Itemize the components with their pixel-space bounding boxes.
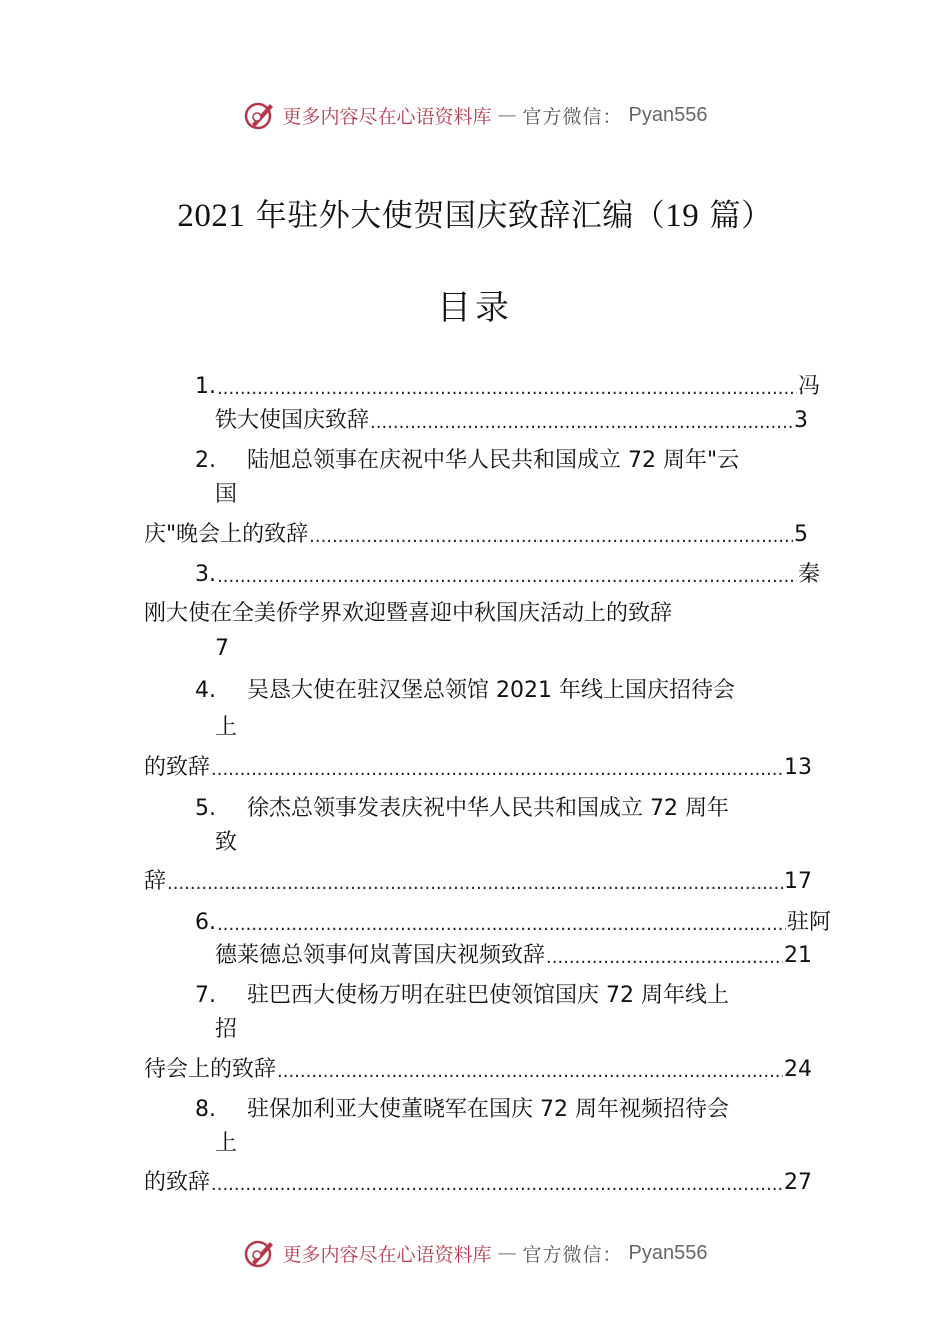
- toc-entry-6-line-2[interactable]: [215, 941, 812, 971]
- brand-logo-icon: [243, 1236, 277, 1270]
- dot-leader: [217, 376, 797, 402]
- toc-entry-text: 冯: [797, 374, 820, 399]
- title-year: 2021: [177, 198, 246, 234]
- toc-entry-7-line-1[interactable]: [195, 981, 835, 1011]
- toc-page-number: 13: [784, 755, 812, 780]
- toc-page-number: 27: [784, 1170, 812, 1195]
- toc-entry-1-line-1[interactable]: [195, 372, 820, 402]
- banner-text: 更多内容尽在心语资料库: [282, 105, 492, 128]
- dot-leader: [211, 1172, 783, 1198]
- banner-official-label: 官方微信：: [522, 105, 623, 128]
- brand-logo-icon: [243, 98, 277, 132]
- toc-entry-number: 3.: [195, 562, 216, 587]
- toc-entry-3-line-2[interactable]: [144, 599, 784, 629]
- title-end: 篇）: [699, 198, 773, 234]
- banner-wechat-id: Pyan556: [628, 103, 708, 126]
- toc-entry-text: 秦: [797, 562, 820, 587]
- banner-official-label: 官方微信：: [522, 1243, 623, 1266]
- dot-leader: [167, 871, 783, 897]
- toc-page-number: 5: [794, 522, 808, 547]
- title-count: 19: [665, 198, 700, 234]
- toc-entry-text: 徐杰总领事发表庆祝中华人民共和国成立 72 周年: [247, 796, 729, 821]
- title-main: 年驻外大使贺国庆致辞汇编（: [245, 198, 666, 234]
- banner-wechat-id: Pyan556: [628, 1241, 708, 1264]
- toc-entry-number: 1.: [195, 374, 216, 399]
- toc-entry-text: 致: [215, 830, 238, 855]
- toc-page-number: 3: [794, 408, 808, 433]
- toc-entry-number: 5.: [195, 796, 216, 821]
- toc-entry-text: 驻保加利亚大使董晓军在国庆 72 周年视频招待会: [247, 1097, 729, 1122]
- toc-entry-4-line-3[interactable]: [144, 753, 812, 783]
- dot-leader: [546, 945, 783, 971]
- toc-entry-3-line-1[interactable]: [195, 560, 820, 590]
- toc-entry-text: 陆旭总领事在庆祝中华人民共和国成立 72 周年"云: [247, 448, 740, 473]
- toc-entry-1-line-2[interactable]: [215, 406, 808, 436]
- document-title: [0, 190, 950, 235]
- dot-leader: [217, 912, 786, 938]
- toc-entry-number: 4.: [195, 678, 216, 703]
- toc-entry-text: 庆"晚会上的致辞: [144, 522, 309, 547]
- toc-entry-5-line-3[interactable]: [144, 867, 812, 897]
- toc-entry-number: 8.: [195, 1097, 216, 1122]
- toc-entry-text: 铁大使国庆致辞: [215, 408, 370, 433]
- toc-entry-2-line-1[interactable]: [195, 446, 835, 476]
- dot-leader: [211, 757, 783, 783]
- toc-entry-text: 驻阿: [786, 910, 831, 935]
- banner-separator: —: [497, 1242, 517, 1264]
- toc-entry-8-line-1[interactable]: [195, 1095, 835, 1125]
- toc-entry-number: 2.: [195, 448, 216, 473]
- toc-entry-7-line-2[interactable]: [215, 1015, 275, 1045]
- toc-entry-text: 的致辞: [144, 755, 211, 780]
- toc-entry-2-line-3[interactable]: [144, 520, 808, 550]
- header-banner: [0, 95, 950, 135]
- toc-entry-text: 吴恳大使在驻汉堡总领馆 2021 年线上国庆招待会: [247, 678, 735, 703]
- toc-entry-7-line-3[interactable]: [144, 1055, 812, 1085]
- dot-leader: [370, 410, 793, 436]
- toc-entry-text: 刚大使在全美侨学界欢迎暨喜迎中秋国庆活动上的致辞: [144, 601, 673, 626]
- dot-leader: [309, 524, 793, 550]
- toc-page-number: 24: [784, 1057, 812, 1082]
- toc-page-number: 17: [784, 869, 812, 894]
- toc-page-number: 21: [784, 943, 812, 968]
- toc-entry-text: 上: [215, 715, 238, 740]
- toc-entry-text: 国: [215, 482, 238, 507]
- toc-entry-text: 德莱德总领事何岚菁国庆视频致辞: [215, 943, 546, 968]
- toc-entry-text: 驻巴西大使杨万明在驻巴使领馆国庆 72 周年线上: [247, 983, 729, 1008]
- toc-entry-5-line-2[interactable]: [215, 828, 275, 858]
- toc-entry-3-line-3[interactable]: [215, 634, 255, 664]
- toc-entry-text: 辞: [144, 869, 167, 894]
- toc-entry-5-line-1[interactable]: [195, 794, 835, 824]
- toc-entry-4-line-1[interactable]: [195, 676, 835, 706]
- toc-entry-2-line-2[interactable]: [215, 480, 275, 510]
- toc-entry-8-line-3[interactable]: [144, 1168, 812, 1198]
- banner-separator: —: [497, 104, 517, 126]
- footer-banner: [0, 1233, 950, 1273]
- toc-entry-4-line-2[interactable]: [215, 713, 275, 743]
- banner-text: 更多内容尽在心语资料库: [282, 1243, 492, 1266]
- toc-entry-text: 上: [215, 1131, 238, 1156]
- toc-heading: 目录: [437, 288, 513, 328]
- toc-page-number: 7: [215, 636, 229, 661]
- dot-leader: [277, 1059, 783, 1085]
- toc-entry-6-line-1[interactable]: [195, 908, 831, 938]
- dot-leader: [217, 564, 797, 590]
- toc-entry-number: 6.: [195, 910, 216, 935]
- toc-entry-text: 的致辞: [144, 1170, 211, 1195]
- toc-entry-text: 招: [215, 1017, 238, 1042]
- toc-entry-number: 7.: [195, 983, 216, 1008]
- toc-entry-text: 待会上的致辞: [144, 1057, 277, 1082]
- toc-entry-8-line-2[interactable]: [215, 1129, 275, 1159]
